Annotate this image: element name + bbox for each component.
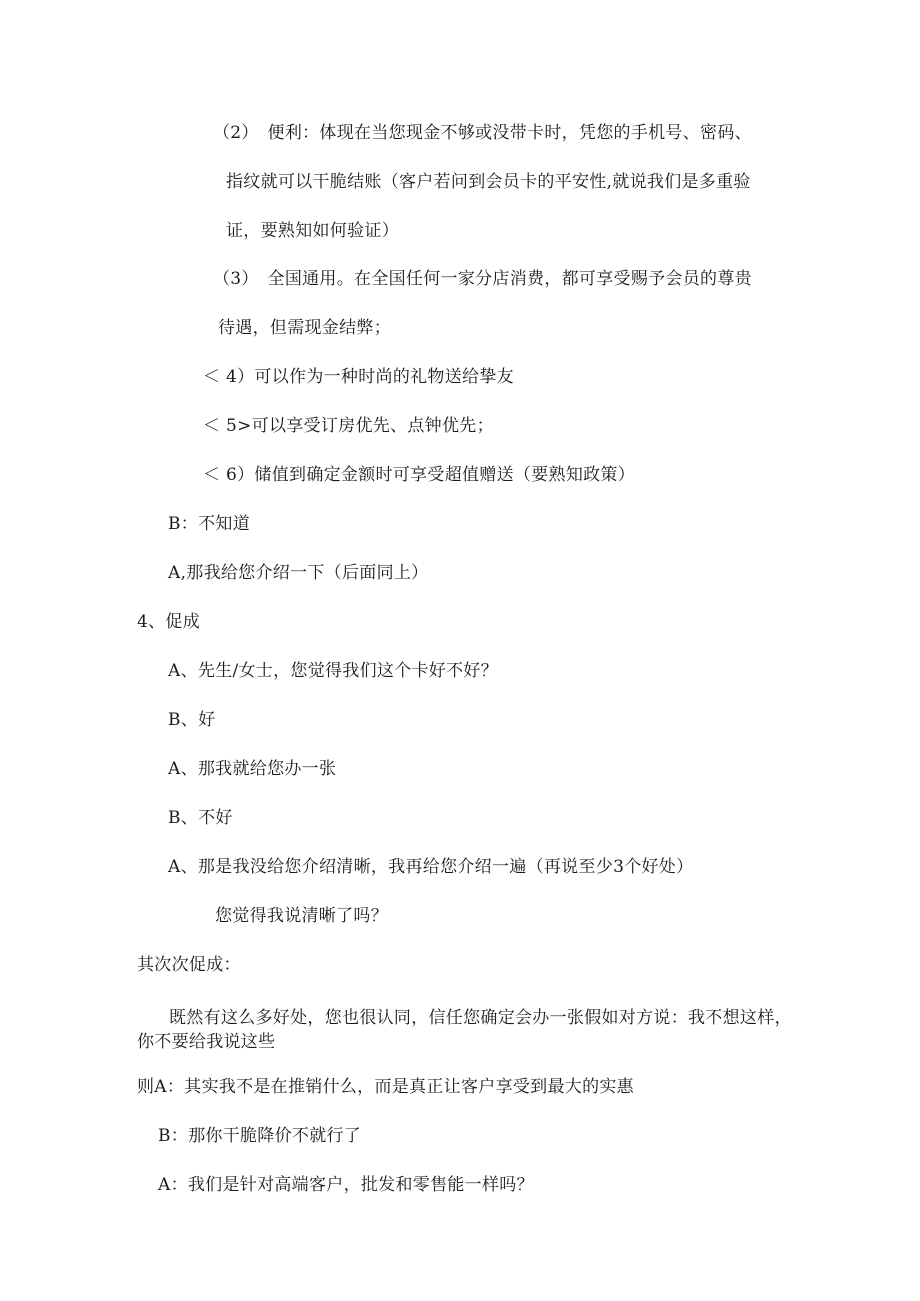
item-5: ＜ 5>可以享受订房优先、点钟优先； [203,416,494,436]
dialogue-b-good: B、好 [168,710,216,730]
dialogue-b-lower-price: B：那你干脆降价不就行了 [158,1126,362,1146]
item-6: ＜ 6）储值到确定金额时可享受超值赠送（要熟知政策） [203,465,636,485]
section-heading-second-closing: 其次次促成： [137,955,241,975]
dialogue-b-not-good: B、不好 [168,808,233,828]
dialogue-a-introduce: A,那我给您介绍一下（后面同上） [168,563,429,583]
dialogue-a-not-selling: 则A：其实我不是在推销什么，而是真正让客户享受到最大的实惠 [137,1077,634,1097]
dialogue-a-high-end: A：我们是针对高端客户，批发和零售能一样吗？ [158,1175,534,1195]
dialogue-a-ask: A、先生/女士，您觉得我们这个卡好不好？ [168,661,499,681]
paragraph-second-closing: 既然有这么多好处，您也很认同，信任您确定会办一张假如对方说：我不想这样，你不要给我说这些 [137,1008,792,1052]
item-4: ＜ 4）可以作为一种时尚的礼物送给挚友 [203,367,514,387]
item-3-line-2: 待遇，但需现金结弊； [218,318,391,338]
item-2-line-1: （2） 便利：体现在当您现金不够或没带卡时，凭您的手机号、密码、 [213,123,752,143]
item-2-line-2: 指纹就可以干脆结账（客户若问到会员卡的平安性,就说我们是多重验 [226,172,751,192]
dialogue-b-dont-know: B：不知道 [168,514,250,534]
item-2-line-3: 证，要熟知如何验证） [226,221,399,241]
dialogue-a-issue-card: A、那我就给您办一张 [168,759,337,779]
dialogue-a-reexplain: A、那是我没给您介绍清晰，我再给您介绍一遍（再说至少3个好处） [168,857,694,877]
item-3-line-1: （3） 全国通用。在全国任何一家分店消费，都可享受赐予会员的尊贵 [213,269,752,289]
section-heading-closing: 4、促成 [137,612,201,632]
dialogue-a-clear-question: 您觉得我说清晰了吗？ [215,906,388,926]
